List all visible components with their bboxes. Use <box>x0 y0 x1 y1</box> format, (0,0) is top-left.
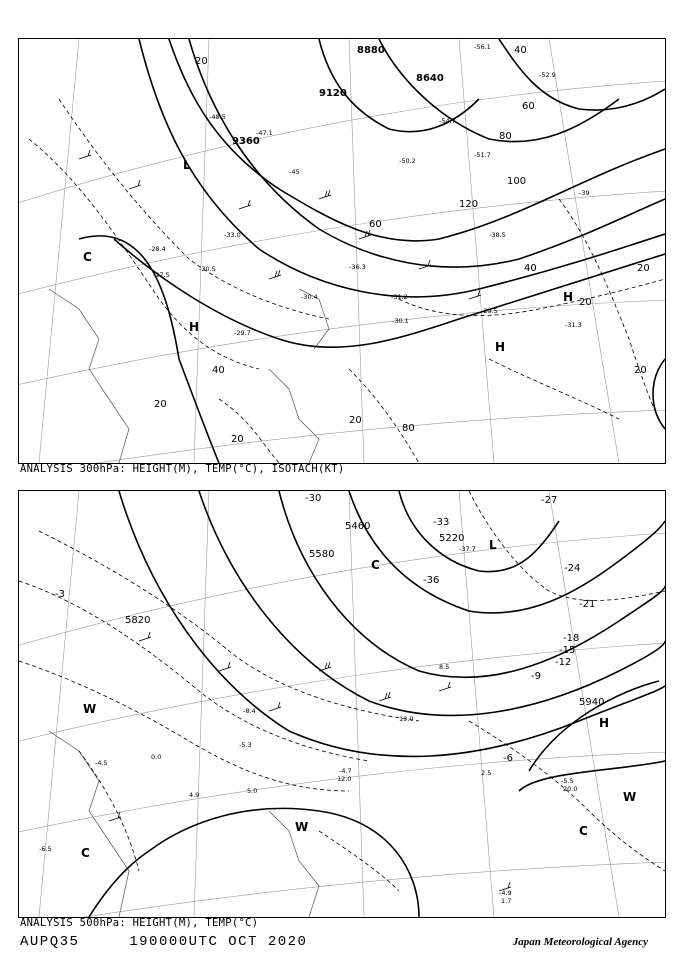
temp-label: -27 <box>541 495 558 506</box>
temp-label: -51.7 <box>474 151 491 159</box>
chart-500hpa <box>18 490 666 918</box>
isotach-label: 40 <box>524 263 537 274</box>
temp-label: -29.7 <box>234 329 251 337</box>
isotach-label: 40 <box>212 365 225 376</box>
temp-label: -33.0 <box>224 231 241 239</box>
height-label: 5220 <box>439 533 465 544</box>
height-label: 5580 <box>309 549 335 560</box>
height-label: 5940 <box>579 697 605 708</box>
isotach-label: 20 <box>634 365 647 376</box>
temp-label: -21 <box>579 599 596 610</box>
isotach-label: 20 <box>579 297 592 308</box>
temp-label: -36 <box>423 575 440 586</box>
temp-label: -12 <box>555 657 572 668</box>
map-300hpa <box>19 39 665 463</box>
center-marker: H <box>189 320 200 334</box>
temp-label: -27.5 <box>153 271 170 279</box>
value-label: 1.7 <box>501 897 512 905</box>
temp-label: -31.3 <box>565 321 582 329</box>
temp-label: -6.5 <box>39 845 52 853</box>
value-label: 20.0 <box>563 785 578 793</box>
value-label: 12.0 <box>337 775 352 783</box>
temp-label: -33 <box>433 517 450 528</box>
coastline <box>49 289 329 463</box>
temp-label: -30 <box>305 493 322 504</box>
temp-label: -30.4 <box>301 293 318 301</box>
temp-label: -31.2 <box>391 293 408 301</box>
temp-label: -8.4 <box>243 707 256 715</box>
center-marker: C <box>83 250 92 264</box>
isotach-labels <box>154 45 650 445</box>
temp-label: -36.3 <box>349 263 366 271</box>
isotach-label: 80 <box>402 423 415 434</box>
center-marker: C <box>371 558 380 572</box>
temp-label: -48.5 <box>209 113 226 121</box>
pressure-centers <box>83 158 573 354</box>
value-label: 8.5 <box>439 663 450 671</box>
temp-label: -24 <box>564 563 581 574</box>
center-marker: W <box>83 702 97 716</box>
center-marker: H <box>563 290 574 304</box>
temp-label: -47.1 <box>256 129 273 137</box>
isotach-label: 60 <box>522 101 535 112</box>
height-label: 8640 <box>416 73 444 84</box>
agency-name: Japan Meteorological Agency <box>512 936 648 948</box>
isotach-label: 20 <box>637 263 650 274</box>
valid-time: 190000UTC OCT 2020 <box>129 934 308 950</box>
center-marker: H <box>495 340 506 354</box>
temp-label: -4.7 <box>339 767 352 775</box>
height-label: 5460 <box>345 521 371 532</box>
height-label: 5820 <box>125 615 151 626</box>
wind-barbs <box>109 632 511 891</box>
isotach-label: 60 <box>369 219 382 230</box>
value-label: 4.9 <box>189 791 200 799</box>
value-label: 13.0 <box>399 715 414 723</box>
isotach-label: 20 <box>195 56 208 67</box>
height-contours <box>79 39 665 463</box>
temp-label: -4.5 <box>95 759 108 767</box>
temp-label: -15 <box>559 645 576 656</box>
temp-label: -56.1 <box>474 43 491 51</box>
height-label: 9120 <box>319 88 347 99</box>
center-marker: W <box>295 820 309 834</box>
isotach-label: 40 <box>514 45 527 56</box>
height-label: 8880 <box>357 45 385 56</box>
isotach-label: 20 <box>349 415 362 426</box>
center-marker: L <box>489 538 497 552</box>
temp-label: -50.2 <box>399 157 416 165</box>
caption-500hpa: ANALYSIS 500hPa: HEIGHT(M), TEMP(°C) <box>20 917 259 929</box>
temp-label: -18 <box>563 633 580 644</box>
temp-label: -5.3 <box>239 741 252 749</box>
center-marker: C <box>81 846 90 860</box>
isotach-lines <box>29 99 665 463</box>
temp-label: -30.5 <box>199 265 216 273</box>
temp-label: -30.1 <box>392 317 409 325</box>
temp-label: -29.5 <box>481 307 498 315</box>
isotach-label: 100 <box>507 176 527 187</box>
temp-label: -28.4 <box>149 245 166 253</box>
map-500hpa <box>19 491 665 917</box>
temp-label: -6 <box>503 753 513 764</box>
center-marker: C <box>579 824 588 838</box>
caption-300hpa: ANALYSIS 300hPa: HEIGHT(M), TEMP(°C), ISOTACH(KT) <box>20 463 345 475</box>
product-id: AUPQ35 <box>20 934 80 950</box>
temp-label: -4.9 <box>499 889 512 897</box>
value-label: 0.0 <box>151 753 162 761</box>
isotach-label: 80 <box>499 131 512 142</box>
isotach-label: 20 <box>154 399 167 410</box>
graticule <box>19 39 665 463</box>
product-id-line <box>20 934 307 950</box>
wind-barbs <box>79 150 481 299</box>
value-label: 2.5 <box>481 769 492 777</box>
temp-label: -39 <box>579 189 590 197</box>
temp-label: -3 <box>55 589 65 600</box>
isotach-label: 120 <box>459 199 479 210</box>
isotach-label: 20 <box>231 434 244 445</box>
temp-label: -5.5 <box>561 777 574 785</box>
center-marker: H <box>599 716 610 730</box>
temperature-lines <box>19 491 665 891</box>
temp-label: -9 <box>531 671 541 682</box>
chart-300hpa <box>18 38 666 464</box>
height-label: 9360 <box>232 136 260 147</box>
temp-label: -45 <box>289 168 300 176</box>
center-marker: W <box>623 790 637 804</box>
temp-label: -38.5 <box>489 231 506 239</box>
graticule <box>19 491 665 917</box>
temp-label: -52.9 <box>539 71 556 79</box>
center-marker: L <box>183 158 191 172</box>
temp-label: -54.7 <box>439 117 456 125</box>
coastline <box>49 731 319 917</box>
temp-label: -37.7 <box>459 545 476 553</box>
value-label: 5.0 <box>247 787 258 795</box>
